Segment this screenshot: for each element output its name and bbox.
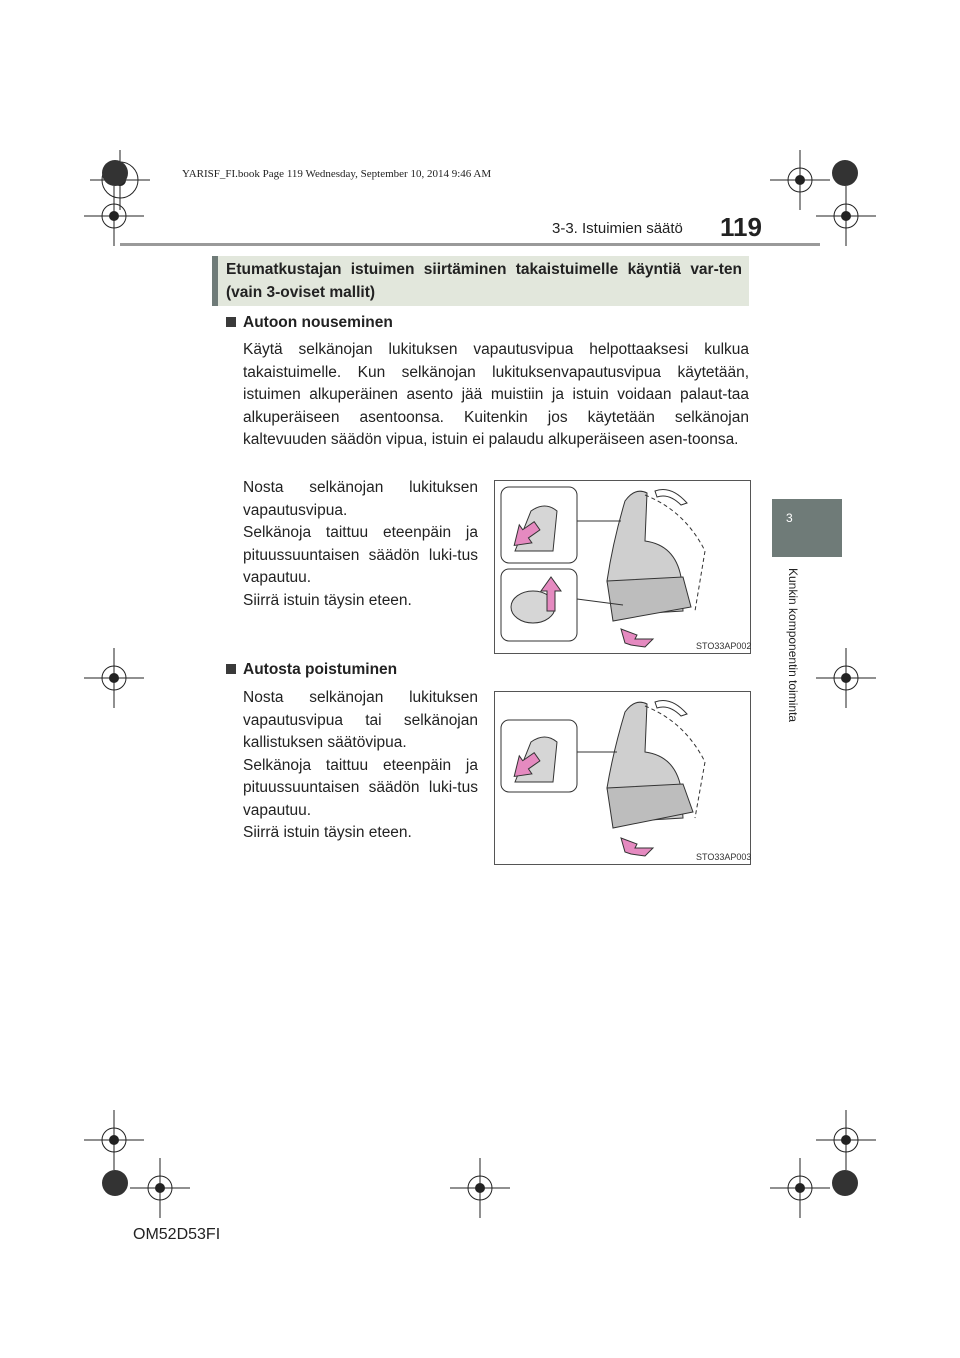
footer-code: OM52D53FI bbox=[133, 1226, 221, 1243]
step-1: Nosta selkänojan lukituksen vapautusvipua tai selkänojan kallistuksen säätövipua. bbox=[243, 689, 478, 751]
seat-illustration-recline bbox=[495, 692, 750, 864]
registration-mark-left-upper bbox=[84, 186, 144, 246]
registration-mark-bottom-left bbox=[130, 1158, 190, 1218]
chapter-label-text: Kunkin komponentin toiminta bbox=[786, 568, 800, 723]
registration-mark-bottom-right bbox=[770, 1158, 830, 1218]
heading-title: Etumatkustajan istuimen siirtäminen takaistuimelle käyntiä var-ten (vain 3-oviset mallit) bbox=[226, 261, 742, 301]
registration-mark-bottom-center bbox=[450, 1158, 510, 1218]
chapter-label bbox=[772, 568, 812, 758]
subheading-entering-text: Autoon nouseminen bbox=[243, 314, 393, 331]
chapter-number: 3 bbox=[786, 511, 793, 525]
registration-mark-right-upper bbox=[816, 186, 876, 246]
subheading-entering bbox=[226, 314, 393, 332]
heading-accent-bar bbox=[212, 256, 218, 306]
step-1: Nosta selkänojan lukituksen vapautusvipua. bbox=[243, 479, 478, 519]
step-3: Siirrä istuin täysin eteen. bbox=[243, 591, 412, 609]
steps-exiting bbox=[243, 687, 478, 845]
seat-illustration-lever bbox=[495, 481, 750, 653]
step-2: Selkänoja taittuu eteenpäin ja pituussuuntaisen säädön luki-tus vapautuu. bbox=[243, 524, 478, 586]
book-print-line: YARISF_FI.book Page 119 Wednesday, September 10, 2014 9:46 AM bbox=[182, 168, 492, 180]
step-3: Siirrä istuin täysin eteen. bbox=[243, 824, 412, 841]
figure-code-2: STO33AP003 bbox=[696, 852, 752, 862]
square-bullet-icon bbox=[226, 664, 236, 674]
subheading-exiting bbox=[226, 661, 397, 679]
registration-mark-right-middle bbox=[816, 648, 876, 708]
registration-mark-left-middle bbox=[84, 648, 144, 708]
paragraph-entering: Käytä selkänojan lukituksen vapautusvipua helpottaaksesi kulkua takaistuimelle. Kun selkänojan lukituksenvapautusvipua käytetään, istuimen alkuperäinen asento jää muistiin ja istuin voidaan palaut-taa alkuperäiseen asentoonsa. Kuitenkin jos käytetään selkänojan kaltevuuden säädön vipua, istuin ei palaudu alkuperäiseen asen-toonsa. bbox=[243, 341, 749, 448]
dark-disc-mark-top-left bbox=[100, 158, 130, 188]
subheading-exiting-text: Autosta poistuminen bbox=[243, 661, 398, 678]
section-title: 3-3. Istuimien säätö bbox=[552, 220, 683, 237]
figure-exiting bbox=[494, 691, 751, 865]
header-rule bbox=[120, 243, 820, 246]
page-number: 119 bbox=[720, 212, 762, 242]
chapter-tab bbox=[772, 499, 842, 557]
dark-disc-mark-top-right bbox=[830, 158, 860, 188]
dark-disc-mark-bottom-left bbox=[100, 1168, 130, 1198]
dark-disc-mark-bottom-right bbox=[830, 1168, 860, 1198]
step-2: Selkänoja taittuu eteenpäin ja pituussuuntaisen säädön luki-tus vapautuu. bbox=[243, 756, 478, 819]
square-bullet-icon bbox=[226, 317, 236, 327]
figure-entering bbox=[494, 480, 751, 654]
figure-code-1: STO33AP002 bbox=[696, 641, 752, 651]
steps-entering bbox=[243, 477, 478, 612]
